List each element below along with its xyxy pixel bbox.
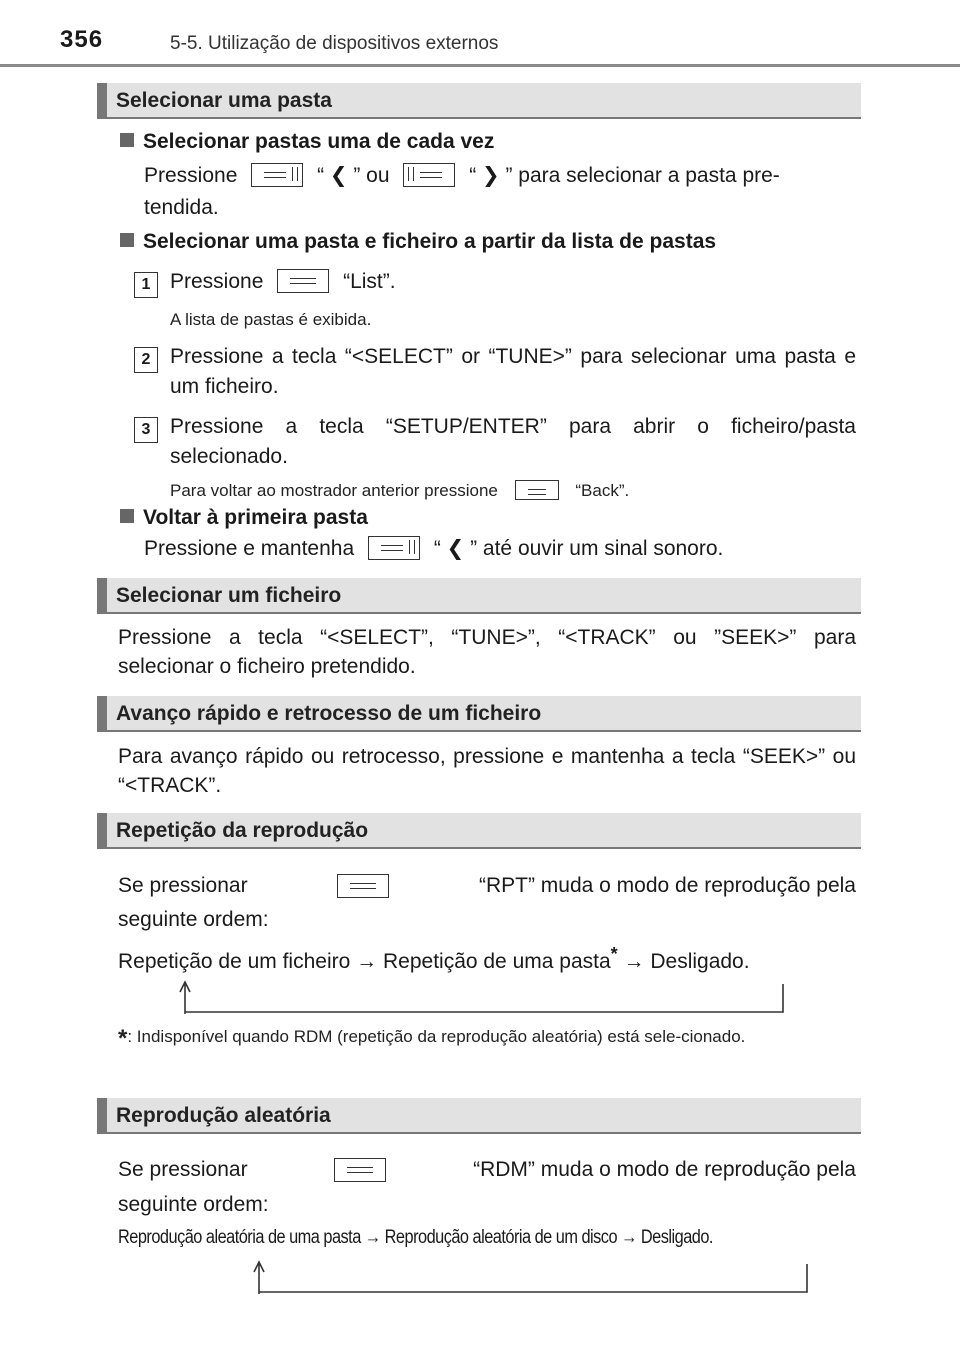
folder-instruction: Pressione “ ❮ ” ou “ ❯ ” para selecionar a pasta pre- xyxy=(144,164,780,187)
random-line-cont: seguinte ordem: xyxy=(118,1193,269,1216)
repeat-footnote: *: Indisponível quando RDM (repetição da reprodução aleatória) está sele-cionado. xyxy=(118,1025,746,1052)
section-heading-seek: Avanço rápido e retrocesso de um ficheiro xyxy=(97,696,861,732)
header-rule xyxy=(0,64,960,67)
bullet-first-folder: Voltar à primeira pasta xyxy=(120,506,368,530)
folder-instruction-cont: tendida. xyxy=(144,196,219,219)
seek-down-button-icon xyxy=(251,163,303,187)
bullet-folder-list: Selecionar uma pasta e ficheiro a partir da lista de pastas xyxy=(120,230,716,254)
page-number: 356 xyxy=(60,26,104,53)
random-order: Reprodução aleatória de uma pasta → Reprodução aleatória de um disco → Desligado. xyxy=(118,1227,713,1248)
step-1-note: A lista de pastas é exibida. xyxy=(170,310,372,329)
back-button-icon xyxy=(515,480,559,500)
section-heading-file: Selecionar um ficheiro xyxy=(97,578,861,614)
section-heading-random: Reprodução aleatória xyxy=(97,1098,861,1134)
random-line: Se pressionar “RDM” muda o modo de reprodução pela xyxy=(118,1158,856,1181)
repeat-line: Se pressionar “RPT” muda o modo de reprodução pela xyxy=(118,874,856,897)
square-bullet-icon xyxy=(120,133,134,147)
seek-text: Para avanço rápido ou retrocesso, pressione e mantenha a tecla “SEEK>” ou “<TRACK”. xyxy=(118,745,856,797)
random-cycle-arrow xyxy=(250,1258,814,1298)
step-3-badge: 3 xyxy=(134,417,158,443)
chapter-title: 5-5. Utilização de dispositivos externos xyxy=(170,33,499,54)
list-button-icon xyxy=(277,269,329,293)
back-note: Para voltar ao mostrador anterior pressione “Back”. xyxy=(170,481,630,500)
step-1-badge: 1 xyxy=(134,272,158,298)
square-bullet-icon xyxy=(120,233,134,247)
repeat-line-cont: seguinte ordem: xyxy=(118,908,269,931)
section-heading-repeat: Repetição da reprodução xyxy=(97,813,861,849)
rdm-button-icon xyxy=(334,1158,386,1182)
section-heading-folder: Selecionar uma pasta xyxy=(97,83,861,119)
step-3-text: Pressione a tecla “SETUP/ENTER” para abrir o ficheiro/pasta selecionado. xyxy=(170,415,856,468)
step-2-badge: 2 xyxy=(134,347,158,373)
rpt-button-icon xyxy=(337,874,389,898)
square-bullet-icon xyxy=(120,509,134,523)
seek-up-button-icon xyxy=(403,163,455,187)
step-1-text: Pressione “List”. xyxy=(170,270,396,293)
step-2-text: Pressione a tecla “<SELECT” or “TUNE>” para selecionar uma pasta e um ficheiro. xyxy=(170,345,856,398)
repeat-cycle-arrow xyxy=(176,978,790,1018)
file-text: Pressione a tecla “<SELECT”, “TUNE>”, “<TRACK” ou ”SEEK>” para selecionar o ficheiro pretendido. xyxy=(118,626,856,678)
first-folder-instruction: Pressione e mantenha “ ❮ ” até ouvir um sinal sonoro. xyxy=(144,537,724,560)
repeat-order: Repetição de um ficheiro → Repetição de uma pasta* → Desligado. xyxy=(118,944,750,973)
bullet-folder-one-at-a-time: Selecionar pastas uma de cada vez xyxy=(120,130,494,154)
seek-down-button-icon xyxy=(368,536,420,560)
